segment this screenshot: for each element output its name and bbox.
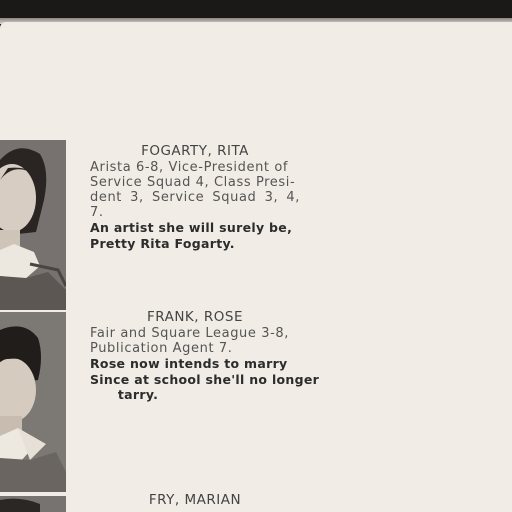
student-verse: An artist she will surely be, Pretty Rita Fogarty. [90, 220, 293, 251]
portrait-photo-frank [0, 312, 66, 492]
portrait-photo-fry [0, 496, 66, 512]
student-verse: Rose now intends to marry Since at school she'll no longer tarry. [90, 356, 320, 402]
entry-fry [90, 492, 300, 509]
student-activities: Fair and Square League 3-8, Publication Agent 7. [90, 326, 289, 356]
portrait-photo-fogarty [0, 140, 66, 310]
student-activities: Arista 6-8, Vice-President of Service Squad 4, Class Presi- dent 3, Service Squad 3, 4, 7. [90, 160, 300, 220]
yearbook-page [0, 22, 512, 512]
entry-frank [90, 309, 320, 403]
student-name: FRY, MARIAN [148, 492, 242, 508]
entry-fogarty [90, 143, 300, 251]
student-name: FOGARTY, RITA [141, 143, 249, 159]
student-name: FRANK, ROSE [147, 309, 243, 325]
